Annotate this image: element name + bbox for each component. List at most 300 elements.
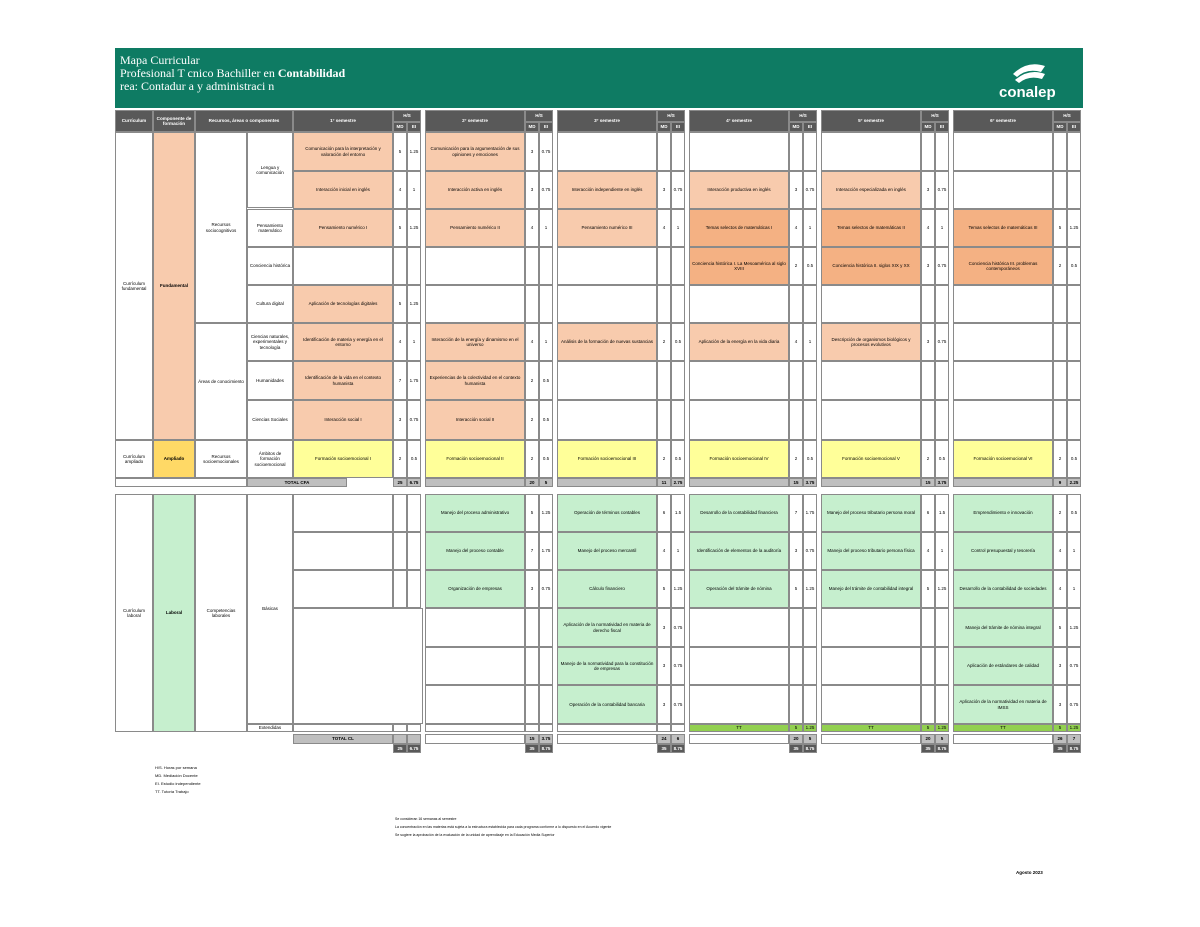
course-cell[interactable]: Conciencia histórica III. problemas contemporáneos (953, 247, 1053, 285)
total-spacer (953, 734, 1053, 744)
empty-cell (657, 400, 671, 440)
course-md: 4 (789, 323, 803, 361)
course-cell[interactable]: Identificación de la vida en el contexto humanista (293, 361, 393, 400)
course-cell[interactable]: Conciencia histórica II. siglos XIX y XX (821, 247, 921, 285)
grand-total-ei: 8.75 (935, 744, 949, 753)
total-cfa-ei: 2.75 (671, 478, 685, 487)
recursos-sociocognitivos: Recursos sociocognitivos (195, 132, 247, 323)
empty-cell (425, 685, 525, 724)
course-cell[interactable]: Análisis de la formación de nuevas sustancias (557, 323, 657, 361)
course-cell[interactable]: Formación socioemocional II (425, 440, 525, 478)
course-cell[interactable]: Manejo del proceso tributario persona moral (821, 494, 921, 532)
empty-cell (407, 570, 421, 608)
course-cell[interactable]: Interacción social II (425, 400, 525, 440)
course-md: 3 (1053, 685, 1067, 724)
row-label-basicas: Básicas (247, 494, 293, 724)
empty-cell (803, 647, 817, 685)
empty-cell (953, 323, 1053, 361)
total-cl-md: 20 (789, 734, 803, 744)
empty-cell (935, 608, 949, 647)
course-ei: 1 (1067, 532, 1081, 570)
course-md: 5 (1053, 724, 1067, 732)
empty-cell (1067, 285, 1081, 323)
course-cell[interactable]: Desarrollo de la contabilidad financiera (689, 494, 789, 532)
empty-cell (953, 285, 1053, 323)
course-md: 6 (921, 494, 935, 532)
course-cell[interactable]: Aplicación de la energía en la vida diaria (689, 323, 789, 361)
course-ei: 0.75 (671, 608, 685, 647)
course-cell[interactable]: Interacción de la energía y dinamismo en el universo (425, 323, 525, 361)
empty-cell (689, 685, 789, 724)
empty-cell (525, 247, 539, 285)
total-spacer (821, 734, 921, 744)
course-ei: 0.75 (539, 171, 553, 209)
total-cl-ei: 5 (935, 734, 949, 744)
course-cell[interactable]: Experiencias de la colectividad en el contexto humanista (425, 361, 525, 400)
total-cfa-md: 9 (1053, 478, 1067, 487)
course-ei: 1 (1067, 570, 1081, 608)
course-md: 7 (393, 361, 407, 400)
course-ei: 1 (803, 209, 817, 247)
course-cell[interactable]: Interacción inicial en inglés (293, 171, 393, 209)
col-md: MD (921, 122, 935, 132)
total-cfa-md: 15 (789, 478, 803, 487)
empty-cell (821, 400, 921, 440)
empty-cell (921, 647, 935, 685)
course-cell[interactable]: Manejo de la normatividad para la constitución de empresas (557, 647, 657, 685)
course-ei: 0.75 (407, 400, 421, 440)
empty-cell (393, 532, 407, 570)
row-label-sociales: Ciencias Sociales (247, 400, 293, 440)
course-md: 5 (921, 570, 935, 608)
empty-cell (393, 724, 407, 732)
course-cell[interactable]: Temas selectos de matemáticas II (821, 209, 921, 247)
empty-cell (425, 647, 525, 685)
areas-conocimiento: Áreas de conocimiento (195, 323, 247, 440)
course-md: 5 (789, 570, 803, 608)
title-line-3: rea: Contadur a y administraci n (120, 79, 275, 93)
course-cell[interactable]: Operación de la contabilidad bancaria (557, 685, 657, 724)
empty-cell (425, 247, 525, 285)
course-md: 3 (525, 171, 539, 209)
course-md: 3 (525, 570, 539, 608)
empty-cell (557, 285, 657, 323)
empty-cell (935, 400, 949, 440)
course-md: 2 (525, 361, 539, 400)
course-ei: 1.25 (671, 570, 685, 608)
course-cell[interactable]: TT (953, 724, 1053, 732)
course-cell[interactable]: Interacción especializada en inglés (821, 171, 921, 209)
total-spacer (821, 478, 921, 487)
empty-cell (671, 724, 685, 732)
empty-cell (539, 685, 553, 724)
grand-total-md: 35 (1053, 744, 1067, 753)
total-cfa-label: TOTAL CFA (247, 478, 347, 487)
course-cell[interactable]: Aplicación de la normatividad en materia de IMSS (953, 685, 1053, 724)
empty-cell (953, 400, 1053, 440)
course-md: 2 (657, 440, 671, 478)
empty-cell (921, 132, 935, 171)
empty-cell (671, 285, 685, 323)
total-cl-label: TOTAL CL (293, 734, 393, 744)
empty-cell (789, 685, 803, 724)
course-ei: 1.25 (935, 724, 949, 732)
total-cfa-md: 15 (921, 478, 935, 487)
course-cell[interactable]: Temas selectos de matemáticas III (953, 209, 1053, 247)
fundamental-curriculum: Currículum fundamental (115, 132, 153, 440)
course-cell[interactable]: Comunicación para la interpretación y valoración del entorno (293, 132, 393, 171)
course-ei: 0.5 (1067, 247, 1081, 285)
course-md: 5 (525, 494, 539, 532)
course-ei: 0.5 (803, 247, 817, 285)
competencias-laborales: Competencias laborales (195, 494, 247, 732)
grand-total-md: 35 (789, 744, 803, 753)
empty-cell (293, 532, 393, 570)
course-cell[interactable]: TT (689, 724, 789, 732)
course-md: 2 (921, 440, 935, 478)
col-recursos: Recursos, áreas o componentes (195, 110, 293, 132)
header-banner (115, 48, 1083, 108)
empty-cell (293, 608, 423, 724)
course-cell[interactable]: Pensamiento numérico II (425, 209, 525, 247)
empty-cell (557, 724, 657, 732)
empty-cell (671, 361, 685, 400)
col-md: MD (789, 122, 803, 132)
ampliado-curriculum: Currículum ampliado (115, 440, 153, 478)
title-line-1: Mapa Curricular (120, 53, 200, 67)
course-md: 2 (657, 323, 671, 361)
col-semester-3: 3° semestre (557, 110, 657, 132)
course-md: 4 (657, 532, 671, 570)
empty-cell (935, 361, 949, 400)
course-ei: 1.25 (935, 570, 949, 608)
total-cfa-md: 20 (525, 478, 539, 487)
col-hs: H/S (393, 110, 421, 122)
empty-cell (1067, 132, 1081, 171)
course-cell[interactable]: Descripción de organismos biológicos y procesos evolutivos (821, 323, 921, 361)
empty-cell (407, 247, 421, 285)
course-cell[interactable]: Formación socioemocional VI (953, 440, 1053, 478)
empty-cell (1053, 285, 1067, 323)
grand-total-ei: 8.75 (1067, 744, 1081, 753)
empty-cell (821, 285, 921, 323)
course-cell[interactable]: Manejo del proceso administrativo (425, 494, 525, 532)
total-spacer (425, 478, 525, 487)
course-ei: 0.75 (671, 171, 685, 209)
course-cell[interactable]: Desarrollo de la contabilidad de sociedades (953, 570, 1053, 608)
col-md: MD (1053, 122, 1067, 132)
course-md: 2 (1053, 247, 1067, 285)
empty-cell (689, 285, 789, 323)
course-ei: 0.75 (803, 171, 817, 209)
col-componente: Componente de formación (153, 110, 195, 132)
legend-item: H/S. Horas por semana (155, 765, 197, 770)
empty-cell (393, 494, 407, 532)
course-cell[interactable]: Aplicación de la normatividad en materia de derecho fiscal (557, 608, 657, 647)
course-ei: 0.75 (803, 532, 817, 570)
empty-cell (921, 400, 935, 440)
row-label-lengua: Lengua y comunicación (247, 132, 293, 208)
empty-cell (539, 724, 553, 732)
course-ei: 1.25 (407, 132, 421, 171)
course-ei: 1 (935, 209, 949, 247)
empty-cell (525, 724, 539, 732)
course-ei: 1.25 (539, 494, 553, 532)
course-ei: 1.5 (935, 494, 949, 532)
course-cell[interactable]: Manejo del proceso tributario persona física (821, 532, 921, 570)
empty-cell (789, 361, 803, 400)
total-cfa-md: 25 (393, 478, 407, 487)
col-hs: H/S (657, 110, 685, 122)
total-spacer (689, 478, 789, 487)
course-ei: 0.5 (671, 440, 685, 478)
empty-cell (921, 685, 935, 724)
course-ei: 1.5 (671, 494, 685, 532)
course-ei: 0.5 (671, 323, 685, 361)
course-md: 2 (393, 440, 407, 478)
empty-cell (1053, 400, 1067, 440)
footnote: La concentración en las materias está sujeta a la estructura establecida para cada programa conforme a lo dispuesto en el Acuerdo vigente (395, 825, 612, 829)
empty-cell (953, 132, 1053, 171)
course-cell[interactable]: Formación socioemocional I (293, 440, 393, 478)
course-cell[interactable]: Comunicación para la argumentación de sus opiniones y emociones (425, 132, 525, 171)
empty-cell (821, 608, 921, 647)
col-ei: EI (539, 122, 553, 132)
course-md: 5 (1053, 209, 1067, 247)
col-semester-2: 2° semestre (425, 110, 525, 132)
empty-cell (689, 647, 789, 685)
total-cl-ei (407, 734, 421, 744)
course-ei: 0.75 (935, 171, 949, 209)
course-md: 3 (789, 171, 803, 209)
course-ei: 1.25 (803, 724, 817, 732)
total-cl-ei: 6 (671, 734, 685, 744)
total-cfa-ei: 3.75 (803, 478, 817, 487)
course-cell[interactable]: Organización de empresas (425, 570, 525, 608)
col-semester-5: 5° semestre (821, 110, 921, 132)
course-md: 2 (525, 400, 539, 440)
course-md: 3 (657, 608, 671, 647)
row-label-pensamiento: Pensamiento matemático (247, 209, 293, 247)
empty-cell (1067, 171, 1081, 209)
empty-cell (657, 724, 671, 732)
course-ei: 0.75 (935, 323, 949, 361)
course-cell[interactable]: Interacción productiva en inglés (689, 171, 789, 209)
col-curriculum: Currículum (115, 110, 153, 132)
empty-cell (293, 724, 393, 732)
course-md: 4 (525, 209, 539, 247)
empty-cell (789, 285, 803, 323)
course-md: 4 (921, 209, 935, 247)
empty-cell (1067, 400, 1081, 440)
row-label-extendidas: Extendidas (247, 724, 293, 732)
course-cell[interactable]: TT (821, 724, 921, 732)
grand-total-ei: 8.75 (803, 744, 817, 753)
course-cell[interactable]: Temas selectos de matemáticas I (689, 209, 789, 247)
empty-cell (689, 400, 789, 440)
course-md: 4 (657, 209, 671, 247)
course-ei: 1.25 (803, 570, 817, 608)
course-cell[interactable]: Control presupuestal y tesorería (953, 532, 1053, 570)
total-cfa-ei: 5 (539, 478, 553, 487)
total-cfa-md: 11 (657, 478, 671, 487)
empty-cell (671, 247, 685, 285)
col-hs: H/S (921, 110, 949, 122)
conalep-logo (989, 56, 1069, 102)
total-cl-md (393, 734, 407, 744)
empty-cell (293, 494, 393, 532)
spacer (115, 478, 247, 487)
title-line-2: Profesional T cnico Bachiller en Contabilidad (120, 66, 346, 80)
course-cell[interactable]: Formación socioemocional IV (689, 440, 789, 478)
empty-cell (1067, 323, 1081, 361)
col-semester-6: 6° semestre (953, 110, 1053, 132)
row-label-cultura: Cultura digital (247, 285, 293, 323)
col-ei: EI (407, 122, 421, 132)
empty-cell (293, 570, 393, 608)
empty-cell (921, 608, 935, 647)
course-cell[interactable]: Pensamiento numérico III (557, 209, 657, 247)
grand-total-md: 25 (393, 744, 407, 753)
empty-cell (525, 608, 539, 647)
course-ei: 0.5 (539, 361, 553, 400)
total-cl-md: 24 (657, 734, 671, 744)
total-cl-md: 15 (525, 734, 539, 744)
course-cell[interactable]: Aplicación de estándares de calidad (953, 647, 1053, 685)
empty-cell (921, 285, 935, 323)
legend-item: MD. Mediación Docente (155, 773, 198, 778)
course-cell[interactable]: Operación del trámite de nómina (689, 570, 789, 608)
empty-cell (953, 361, 1053, 400)
course-cell[interactable]: Manejo del trámite de nómina integral (953, 608, 1053, 647)
course-ei: 0.75 (1067, 647, 1081, 685)
empty-cell (789, 132, 803, 171)
course-ei: 0.5 (803, 440, 817, 478)
course-cell[interactable]: Operación de términos contables (557, 494, 657, 532)
fundamental-component: Fundamental (153, 132, 195, 440)
course-cell[interactable]: Conciencia histórica I. La Mesoamérica al siglo XVIII (689, 247, 789, 285)
course-cell[interactable]: Identificación de materia y energía en el entorno (293, 323, 393, 361)
course-cell[interactable]: Interacción activa en inglés (425, 171, 525, 209)
total-cfa-ei: 3.75 (935, 478, 949, 487)
course-cell[interactable]: Formación socioemocional V (821, 440, 921, 478)
empty-cell (935, 685, 949, 724)
course-ei: 1 (935, 532, 949, 570)
course-md: 6 (657, 494, 671, 532)
footnote: Se sugiere la aprobación de la evaluación de la unidad de aprendizaje en la Educación Media Superior (395, 833, 555, 837)
course-cell[interactable]: Interacción independiente en inglés (557, 171, 657, 209)
empty-cell (803, 608, 817, 647)
course-ei: 1.25 (1067, 724, 1081, 732)
course-ei: 1.25 (407, 209, 421, 247)
grand-total-ei: 8.75 (671, 744, 685, 753)
grand-total-md: 35 (921, 744, 935, 753)
empty-cell (425, 285, 525, 323)
total-cl-md: 26 (1053, 734, 1067, 744)
course-ei: 1 (407, 323, 421, 361)
empty-cell (407, 494, 421, 532)
course-cell[interactable]: Pensamiento numérico I (293, 209, 393, 247)
course-cell[interactable]: Cálculo financiero (557, 570, 657, 608)
course-md: 5 (1053, 608, 1067, 647)
col-md: MD (393, 122, 407, 132)
empty-cell (1053, 361, 1067, 400)
col-semester-4: 4° semestre (689, 110, 789, 132)
course-ei: 0.5 (935, 440, 949, 478)
empty-cell (821, 647, 921, 685)
course-md: 5 (789, 724, 803, 732)
course-ei: 1 (671, 209, 685, 247)
empty-cell (803, 132, 817, 171)
empty-cell (393, 570, 407, 608)
course-md: 5 (393, 209, 407, 247)
empty-cell (821, 132, 921, 171)
course-cell[interactable]: Manejo del proceso mercantil (557, 532, 657, 570)
laboral-curriculum: Currículum laboral (115, 494, 153, 732)
course-cell[interactable]: Manejo del proceso contable (425, 532, 525, 570)
legend (155, 764, 201, 796)
course-cell[interactable]: Identificación de elementos de la auditoría (689, 532, 789, 570)
course-cell[interactable]: Aplicación de tecnologías digitales (293, 285, 393, 323)
recursos-socioemocionales: Recursos socioemocionales (195, 440, 247, 478)
empty-cell (393, 247, 407, 285)
empty-cell (821, 361, 921, 400)
col-md: MD (525, 122, 539, 132)
empty-cell (689, 361, 789, 400)
course-cell[interactable]: Manejo del trámite de contabilidad integral (821, 570, 921, 608)
course-md: 5 (393, 132, 407, 171)
course-md: 4 (1053, 570, 1067, 608)
total-spacer (557, 734, 657, 744)
col-hs: H/S (789, 110, 817, 122)
course-md: 5 (921, 724, 935, 732)
course-md: 3 (921, 171, 935, 209)
row-label-humanidades: Humanidades (247, 361, 293, 400)
empty-cell (407, 532, 421, 570)
course-md: 3 (657, 685, 671, 724)
empty-cell (935, 647, 949, 685)
course-md: 3 (657, 647, 671, 685)
empty-cell (557, 400, 657, 440)
row-label-ciencias: Ciencias naturales, experimentales y tecnología (247, 323, 293, 361)
empty-cell (293, 247, 393, 285)
course-cell[interactable]: Formación socioemocional III (557, 440, 657, 478)
empty-cell (539, 608, 553, 647)
grand-total-ei: 6.75 (407, 744, 421, 753)
course-md: 3 (1053, 647, 1067, 685)
empty-cell (953, 171, 1053, 209)
empty-cell (821, 685, 921, 724)
course-md: 4 (525, 323, 539, 361)
empty-cell (657, 247, 671, 285)
laboral-component: Laboral (153, 494, 195, 732)
course-cell[interactable]: Interacción social I (293, 400, 393, 440)
col-hs: H/S (1053, 110, 1081, 122)
empty-cell (803, 285, 817, 323)
col-ei: EI (935, 122, 949, 132)
course-md: 5 (657, 570, 671, 608)
course-md: 5 (393, 285, 407, 323)
course-md: 3 (393, 400, 407, 440)
legend-item: EI. Estudio independiente (155, 781, 201, 786)
grand-total-md: 35 (525, 744, 539, 753)
course-cell[interactable]: Emprendimiento e innovación (953, 494, 1053, 532)
empty-cell (525, 647, 539, 685)
course-md: 4 (789, 209, 803, 247)
course-ei: 1 (539, 209, 553, 247)
course-ei: 1.75 (407, 361, 421, 400)
course-md: 7 (789, 494, 803, 532)
